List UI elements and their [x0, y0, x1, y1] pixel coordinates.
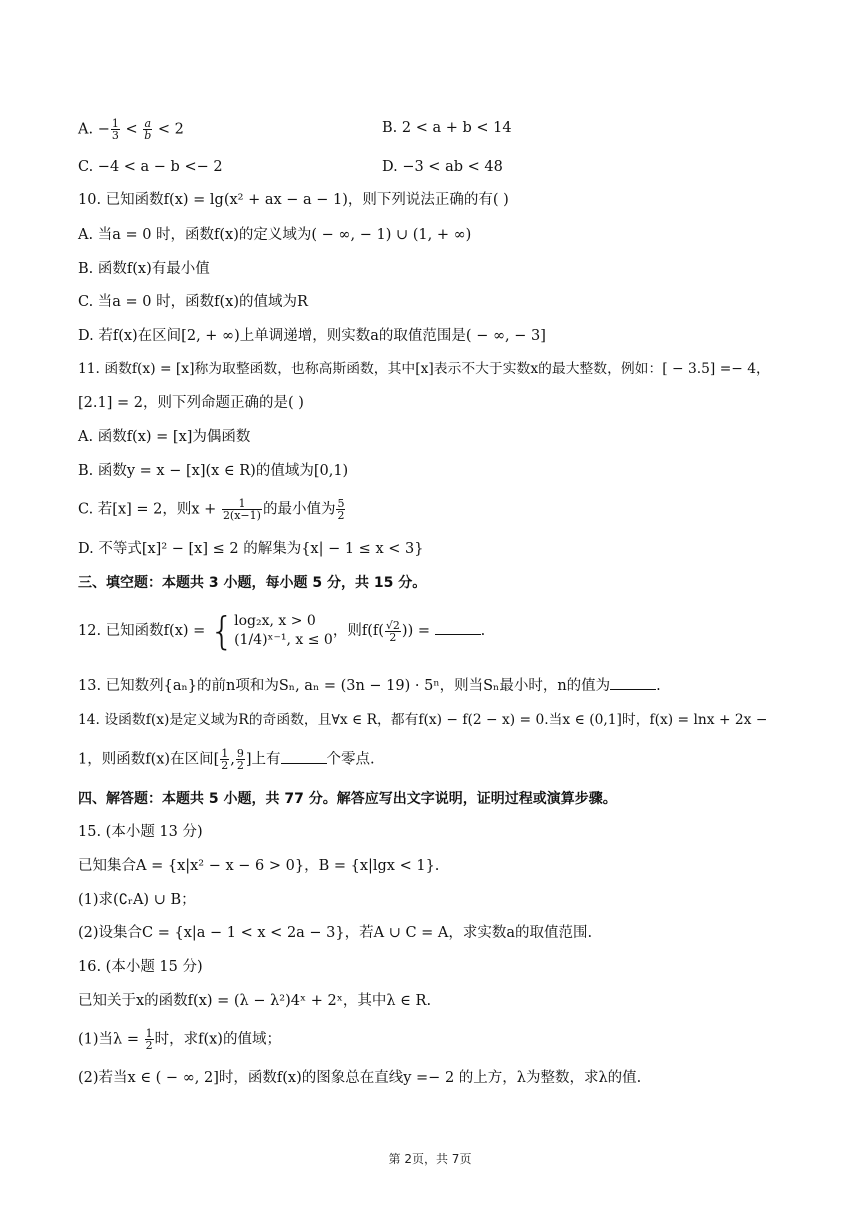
q15-part2: (2)设集合C = {x|a − 1 < x < 2a − 3}，若A ∪ C = A，求实数a的取值范围.	[78, 925, 593, 941]
q9-option-a: A. − $\frac{1}{3}$ < $\frac{a}{b}$ < 2	[78, 117, 184, 142]
section-3-heading: 三、填空题：本题共 3 小题，每小题 5 分，共 15 分。	[78, 575, 427, 591]
brace: {	[209, 609, 235, 653]
q13: 13. 已知数列{aₙ}的前n项和为Sₙ, aₙ = (3n − 19) · 5ⁿ，则当Sₙ最小时，n的值为 .	[78, 678, 661, 694]
q11-option-a: A. 函数f(x) = [x]为偶函数	[78, 429, 251, 445]
answer-blank	[435, 622, 481, 635]
q10-option-a: A. 当a = 0 时，函数f(x)的定义域为( − ∞, − 1) ∪ (1, + ∞)	[78, 227, 472, 243]
q14-line2: 1，则函数f(x)在区间[ $\frac{1}{2}$ , $\frac{9}{2}$ ]上有 个零点.	[78, 747, 375, 772]
q10-stem: 10. 已知函数f(x) = lg(x² + ax − a − 1)，则下列说法正确的有( )	[78, 192, 509, 208]
fraction: $\frac{9}{2}$	[236, 747, 244, 772]
q16-part1: (1)当λ = $\frac{1}{2}$ 时，求f(x)的值域；	[78, 1027, 281, 1052]
piecewise-cases: log₂x, x > 0 (1/4)ˣ⁻¹, x ≤ 0	[234, 613, 333, 648]
q16-heading: 16. (本小题 15 分)	[78, 959, 203, 975]
q15-heading: 15. (本小题 13 分)	[78, 824, 203, 840]
q9-option-d: D. −3 < ab < 48	[382, 159, 503, 175]
q16-part2: (2)若当x ∈ ( − ∞, 2]时，函数f(x)的图象总在直线y =− 2 的上方，λ为整数，求λ的值.	[78, 1070, 642, 1086]
q15-stem: 已知集合A = {x|x² − x − 6 > 0}，B = {x|lgx < 1}.	[78, 858, 440, 874]
q9-option-b: B. 2 < a + b < 14	[382, 120, 512, 136]
fraction: $\frac{1}{2}$	[145, 1027, 153, 1052]
page-footer: 第 2页，共 7页	[388, 1152, 472, 1166]
q11-option-d: D. 不等式[x]² − [x] ≤ 2 的解集为{x| − 1 ≤ x < 3}	[78, 541, 424, 557]
q16-stem: 已知关于x的函数f(x) = (λ − λ²)4ˣ + 2ˣ，其中λ ∈ R.	[78, 993, 432, 1009]
q11-option-b: B. 函数y = x − [x](x ∈ R)的值域为[0,1)	[78, 463, 349, 479]
q10-option-c: C. 当a = 0 时，函数f(x)的值域为R	[78, 294, 308, 310]
q9-option-a-text: A. −	[78, 121, 110, 138]
fraction: $\frac{√2}{2}$	[385, 618, 400, 644]
q11-stem-line2: [2.1] = 2，则下列命题正确的是( )	[78, 395, 304, 411]
fraction: $\frac{a}{b}$	[144, 117, 152, 142]
q12: 12. 已知函数f(x) = { log₂x, x > 0 (1/4)ˣ⁻¹, x ≤ 0 ，则f(f( $\frac{√2}{2}$ )) = .	[78, 609, 486, 653]
q10-option-b: B. 函数f(x)有最小值	[78, 261, 210, 277]
section-4-heading: 四、解答题：本题共 5 小题，共 77 分。解答应写出文字说明，证明过程或演算步骤。	[78, 791, 617, 807]
answer-blank	[281, 751, 327, 764]
q9-option-c: C. −4 < a − b <− 2	[78, 159, 223, 175]
q15-part1: (1)求(∁ᵣA) ∪ B；	[78, 892, 196, 908]
q14-line1: 14. 设函数f(x)是定义域为R的奇函数，且∀x ∈ R，都有f(x) − f(2 − x) = 0.当x ∈ (0,1]时，f(x) = lnx + 2x −	[78, 712, 768, 728]
fraction: $\frac{1}{2}$	[221, 747, 229, 772]
fraction: $\frac{5}{2}$	[337, 497, 345, 522]
fraction: $\frac{1}{3}$	[111, 117, 119, 142]
q11-option-c: C. 若[x] = 2，则x + $\frac{1}{2(x-1)}$ 的最小值为 $\frac{5}{2}$	[78, 497, 345, 522]
fraction: $\frac{1}{2(x-1)}$	[222, 497, 261, 522]
q10-option-d: D. 若f(x)在区间[2, + ∞)上单调递增，则实数a的取值范围是( − ∞, − 3]	[78, 328, 546, 344]
q11-stem-line1: 11. 函数f(x) = [x]称为取整函数，也称高斯函数，其中[x]表示不大于实数x的最大整数，例如：[ − 3.5] =− 4，	[78, 361, 770, 377]
answer-blank	[610, 677, 656, 690]
